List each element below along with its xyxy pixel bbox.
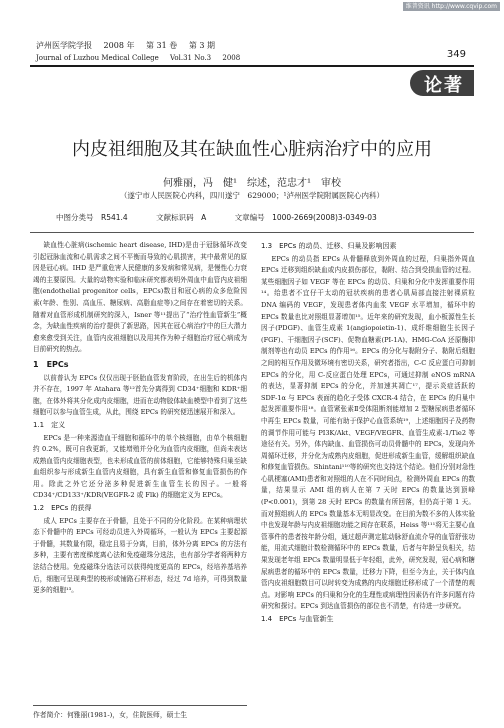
section-heading: 1 EPCs — [33, 359, 69, 369]
section-tag — [410, 70, 474, 96]
subsection-heading: 1.3 EPCs 的动员、迁移、归巢及影响因素 — [261, 242, 397, 250]
journal-volume-en: Vol.31 No.3 — [170, 54, 212, 62]
meta-rule — [30, 232, 474, 233]
left-column — [33, 240, 247, 597]
paragraph: EPCs 的动员指 EPCs 从骨髓释放到外周血的过程，归巢指外周血 EPCs 迁移到组织缺血或内皮损伤部位，黏附、结合到受损血管的过程。某些细胞因子如 VEGF 等在 EPCs 的动员、归巢和分化中发挥重要作用¹⁴。给患者不宜仔干太动的冠状疾病的患者心肌局部直接注射裸质粒 DNA 编码的 VEGF，发现患者体内血浆 VEGF 水平增加，循环中的 EPCs 数量也比对照组显著增加¹⁵。近年来的研究发现，血小板源性生长因子(PDGF)、血管生成素 1(angiopoietin-1)、成纤维细胞生长因子(FGF)、干细胞因子(SCF)、促物血糖素(PI-1A)、HMG-CoA 还原酶抑制剂等也有动员 EPCs 的作用¹⁶。EPCs 的分化与黏附分子、黏附后细胞之间的相互作用及微环境有密切关系，研究者指出，C-C 反应蛋白可抑制 EPCs 的分化，用 C-反应蛋白处理 EPCs，可通过抑制 eNOS mRNA 的表达，显著抑制 EPCs 的分化，并加速其凋亡¹⁷，提示炎症活跃的 SDF-1α 与 EPCs 表面的趋化子受体 CXCR-4 结合，在 EPCs 的归巢中起发挥重要作用¹⁸。血管紧张素Ⅱ受体阻断剂能增加 2 型糖尿病患者循环中再生 EPCs 数量，可能有助于保护心血管系统¹⁹，上述细胞因子及药物的调节作用可能与 PI3K/Akt、VEGF/VEGFR、血管生成素-1/Tie2 等途径有关。另外，体内缺血、血管损伤可动员骨髓中的 EPCs，发现向外周循环迁移，并分化为成熟内皮细胞，促进形成新生血管，缓解组织缺血和修复血管损伤。Shintani¹¹⁰等的研究也支持这个结论。他们分别对急性心肌梗塞(AMI)患者和对照组的人在不同时间点，检测外周血 EPCs 的数量，结果显示 AMI 组的病人在第 7 天时 EPCs 的数量达到顶峰(P<0.001)，到第 28 天时 EPCs 的数量有所回落，但仍高于第 1 天。而对照组病人的 EPCs 数量基本无明显改变。在目前为数不多的人体实验中也发现年龄与内皮祖细胞功能之间存在联系，Heiss 等¹¹¹将无主要心血管事件的患者按年龄分组，通过超声测定肱动脉舒血流介导的血管舒张功能，用流式细胞计数检测循环中的 EPCs 数量，后者与年龄呈负相关，结果发现老年组 EPCs 数量明显低于年轻组，此外，研究发现，冠心病和糖尿病患者的循环中的 EPCs 数量，迁移力下降，但至今为止，关于体内血管内皮祖细胞数目可以时转变为成熟的内皮细胞迁移形成了一个清楚的观点。对影响 EPCs 的归巢和分化的生理性或病理性因素仍有许多问题有待研究和探讨。EPCs 到达血管损伤的部位也不清楚，有待进一步研究。 — [261, 254, 476, 611]
article-meta — [56, 212, 403, 223]
right-column — [261, 240, 475, 627]
journal-cn-name: 泸州医学院学报 — [36, 41, 92, 50]
section-tag-label: 论著 — [424, 75, 464, 96]
document-code: 文献标识码 A — [156, 213, 207, 222]
paragraph: EPCs 是一种来源造血干细胞和循环中的单个核细胞，由单个核细胞约 0.2%，既可自我更新，又能增殖并分化为血管内皮细胞，但尚未表达成熟血管内皮细胞表型，也未形成血管的前体细胞，它能够特殊归巢至缺血组织参与形成新生血管内皮细胞，具有新生血管和修复血管损伤的作用。除此之外它还分泌多种促进新生血管生长的因子。一般将 CD34⁺/CD133⁺/KDR(VEGFR-2 或 Flk) 的细胞定义为 EPCs。 — [33, 433, 247, 500]
article-title: 内皮祖细胞及其在缺血性心脏病治疗中的应用 — [72, 139, 432, 160]
article-authors: 何雅丽，冯 健¹ 综述，范忠才¹ 审校 — [162, 178, 342, 189]
journal-volume-cn: 第 31 卷 — [146, 41, 178, 50]
subsection-heading: 1.1 定义 — [33, 420, 66, 429]
article-number: 文章编号 1000-2669(2008)3-0349-03 — [234, 213, 377, 222]
article-affiliation: （遂宁市人民医院心内科，四川遂宁 629000；¹泸州医学院附属医院心内科） — [119, 191, 385, 200]
journal-header — [36, 40, 249, 64]
subsection-heading: 1.2 EPCs 的获得 — [33, 504, 92, 513]
paragraph: 以前普认为 EPCs 仅仅出现于胚胎血管发育阶段，在出生后的机体内并不存在，1997 年 Atahara 等¹²首先分离得到 CD34⁺细胞和 KDR⁺细胞，在体外将其分化成内皮细胞，进而在动物胶体缺血模型中看到了这些细胞可以参与血管生成，从此，围绕 EPCs 的研究便迅速展开和深入。 — [33, 373, 247, 417]
page-number: 349 — [446, 49, 466, 60]
paragraph: 缺血性心脏病(ischemic heart disease, IHD)是由于冠脉循环改变引起冠脉血流和心肌需求之间不平衡而导致的心肌损害，其中最常见的原因是冠心病。IHD 是严重危害人民健康的多发病和常见病，是慢性心力衰竭的主要原因。大量的动物实验和临床研究都表明外周血中血管内皮祖细胞(endothelial progenitor cells，EPCs)数目和冠心病的众多危险因素(年龄、性别、高血压、糖尿病、高脂血症等)之间存在着密切的关系。随着对血管形成机制研究的深入，Isner 等¹¹提出了“治疗性血管新生”概念，为缺血性疾病的治疗提供了新思路，因其在冠心病治疗中的巨大潜力愈来愈受到关注，血管内皮祖细胞以及用其作为种子细胞治疗冠心病成为目前研究的热点。 — [33, 241, 247, 354]
journal-en-name: Journal of Luzhou Medical College — [36, 54, 159, 62]
paragraph: 成人 EPCs 主要存在于骨髓，且处于不同的分化阶段。在某种病理状态下骨髓中的 EPCs 可经动员进入外周循环，一般认为 EPCs 主要起源于骨髓，其数量有限，稳定且易于分离，目前，体外分离 EPCs 的方法有多种，主要有密度梯度离心法和免疫磁珠分选法，也有部分学者将两种方法结合使用。免疫磁珠分选法可以获得纯度更高的 EPCs，经培养基培养后，细胞可呈现典型的梭形或铺路石样形态，经过 7d 培养，可得到数量更多的细胞¹³。 — [33, 516, 247, 595]
subsection-heading: 1.4 EPCs 与血管新生 — [261, 615, 334, 623]
clc-number: 中图分类号 R541.4 — [56, 213, 128, 222]
journal-year-cn: 2008 年 — [103, 41, 135, 50]
author-footnote: 作者简介：何雅丽(1981-)，女，住院医师，硕士生 — [33, 705, 247, 719]
watermark: 维普资讯 http://www.cqvip.com — [403, 2, 500, 11]
journal-year-en: 2008 — [222, 54, 241, 62]
header-rule — [30, 65, 474, 67]
journal-issue-cn: 第 3 期 — [188, 41, 215, 50]
